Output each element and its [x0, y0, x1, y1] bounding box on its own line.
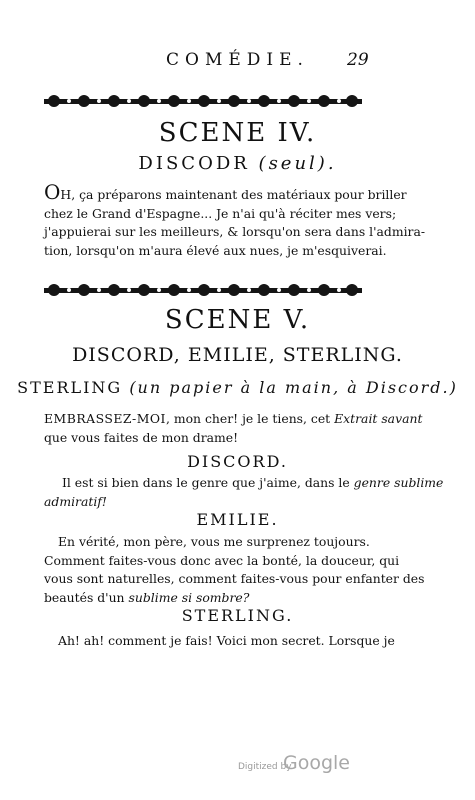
running-title: COMÉDIE.: [166, 50, 309, 70]
speech-line: Il est si bien dans le genre que j'aime, dans le genre sublime: [62, 475, 444, 490]
speech-line: Ah! ah! comment je fais! Voici mon secret. Lorsque je: [58, 633, 395, 648]
speech-line: que vous faites de mon drame!: [44, 429, 239, 445]
discord-heading: DISCORD.: [187, 452, 288, 471]
character-name: STERLING: [17, 378, 123, 397]
speech-opening: EMBRASSEZ-MOI: [44, 411, 166, 426]
scene-5-title: SCENE V.: [164, 305, 311, 335]
speech-line: OH, ça préparons maintenant des matériaux pour briller: [44, 180, 407, 204]
google-watermark: Google: [283, 752, 351, 774]
sterling-speech: [44, 410, 423, 447]
speech-line: admiratif!: [44, 493, 107, 509]
speech-line: tion, lorsqu'on m'aura élevé aux nues, je m'esquiverai.: [44, 242, 387, 258]
emilie-speech: [44, 533, 425, 607]
speech-line: j'appuierai sur les meilleurs, & lorsqu'on sera dans l'admira-: [44, 224, 426, 239]
ornament-divider: [44, 282, 362, 300]
stage-direction: (seul).: [258, 153, 337, 174]
speech-line: beautés d'un sublime si sombre?: [44, 589, 250, 605]
digitized-by-label: Digitized by: [238, 762, 292, 772]
page-number: 29: [347, 50, 369, 70]
sterling-heading: [0, 378, 475, 397]
speech-line: chez le Grand d'Espagne... Je n'ai qu'à réciter mes vers;: [44, 205, 397, 221]
sterling-2-speech: [44, 632, 395, 651]
running-head: [0, 50, 475, 74]
speech-line: Comment faites-vous donc avec la bonté, la douceur, qui: [44, 552, 400, 568]
discord-speech: [44, 474, 444, 511]
ornament-divider: [44, 93, 362, 111]
scene-4-speech: [44, 180, 426, 260]
emilie-heading: EMILIE.: [196, 510, 279, 529]
character-name: DISCODR: [138, 153, 250, 174]
drop-cap: O: [44, 180, 61, 204]
speech-line: EMBRASSEZ-MOI, mon cher! je le tiens, cet Extrait savant: [44, 411, 423, 426]
scene-4-character-heading: [0, 153, 475, 174]
speech-line: En vérité, mon père, vous me surprenez toujours.: [58, 534, 370, 549]
scene-5-cast-list: DISCORD, EMILIE, STERLING.: [72, 344, 403, 366]
scene-4-title: SCENE IV.: [158, 118, 317, 148]
sterling-2-heading: STERLING.: [181, 606, 294, 625]
speech-line: vous sont naturelles, comment faites-vous pour enfanter des: [44, 571, 425, 586]
stage-direction: (un papier à la main, à Discord.): [129, 378, 458, 397]
